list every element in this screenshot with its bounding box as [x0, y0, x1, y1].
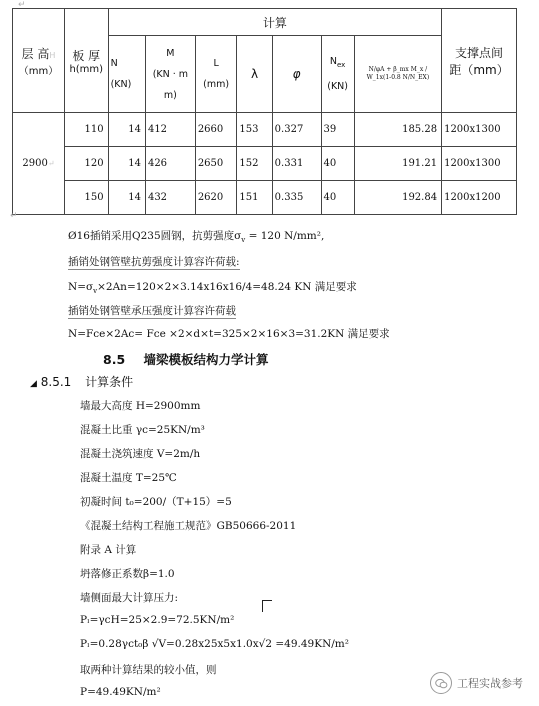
subsection-number: 8.5.1: [40, 375, 72, 389]
shear-calc-line: [68, 279, 357, 295]
header-N-unit: (KN): [110, 79, 132, 90]
section-heading: [103, 350, 269, 368]
line-appendix: 附录 A 计算: [80, 544, 137, 556]
header-slab-label: 板 厚: [72, 48, 101, 63]
cell-M: 432: [145, 181, 195, 215]
line-take-min: 取两种计算结果的较小值，则: [80, 664, 217, 676]
calc-table: [12, 8, 517, 215]
cell-support: 1200x1300: [442, 147, 517, 181]
header-Nex-label: N: [329, 56, 337, 68]
header-M-unit: (KN · m: [152, 68, 189, 80]
header-support-unit: 距（mm）: [449, 62, 509, 77]
bearing-title: 插销处钢管壁承压强度计算容许荷载: [68, 305, 236, 317]
header-L-label: L: [213, 58, 219, 69]
line-pressure-1: Pₗ=γcH=25×2.9=72.5KN/m²: [80, 614, 235, 626]
table-row: [13, 113, 517, 147]
watermark: [430, 672, 523, 694]
cell-Nex: 40: [321, 181, 354, 215]
para-mark: ↵: [18, 0, 26, 10]
line-temperature: 混凝土温度 T=25℃: [80, 472, 177, 484]
header-lambda: λ: [237, 36, 272, 113]
header-calc: 计算: [108, 9, 442, 36]
cell-lambda: 153: [237, 113, 272, 147]
header-N-label: N: [110, 58, 118, 69]
header-Nex: [321, 36, 354, 113]
cell-h: 150: [64, 181, 108, 215]
cell-result: 192.84: [354, 181, 441, 215]
cell-phi: 0.331: [272, 147, 321, 181]
header-slab-unit: h(mm): [69, 63, 104, 75]
header-Nex-unit: (KN): [327, 80, 348, 92]
subsection-title: 计算条件: [85, 375, 134, 389]
header-support-spacing: [442, 9, 517, 113]
watermark-text: 工程实战参考: [457, 677, 523, 690]
table-row: [13, 181, 517, 215]
floor-value-cell: 2900↵: [13, 113, 65, 215]
cell-lambda: 152: [237, 147, 272, 181]
line-pressure-2: Pₗ=0.28γct₀β √V=0.28x25x5x1.0x√2 =49.49KN/m²: [80, 638, 349, 650]
cell-support: 1200x1200: [442, 181, 517, 215]
header-floor-height: 层 高H （mm）: [13, 9, 65, 113]
header-floor-label: 层 高: [21, 46, 50, 61]
cell-L: 2650: [195, 147, 237, 181]
wechat-icon: [430, 672, 452, 694]
header-Nex-sub: ex: [337, 60, 346, 69]
floor-value: 2900: [22, 158, 48, 169]
cell-Nex: 39: [321, 113, 354, 147]
cell-M: 412: [145, 113, 195, 147]
pin-text: Ø16插销采用Q235圆钢，抗剪强度σ: [68, 230, 242, 242]
cell-N: 14: [108, 147, 145, 181]
section-number: 8.5: [103, 352, 126, 367]
line-max-pressure: 墙侧面最大计算压力:: [80, 592, 179, 604]
header-N: [108, 36, 145, 113]
cell-N: 14: [108, 181, 145, 215]
line-setting-time: 初凝时间 t₀=200/（T+15）=5: [80, 496, 232, 508]
shear-calc-sub: v: [93, 287, 98, 296]
line-pour-speed: 混凝土浇筑速度 V=2m/h: [80, 448, 201, 460]
cursor-corner-icon: [262, 600, 272, 612]
cell-L: 2620: [195, 181, 237, 215]
subsection-heading: [30, 373, 133, 390]
section-title: 墙梁模板结构力学计算: [143, 352, 269, 367]
collapse-triangle-icon[interactable]: ◢: [30, 379, 37, 389]
cell-Nex: 40: [321, 147, 354, 181]
cell-lambda: 151: [237, 181, 272, 215]
header-floor-unit: （mm）: [18, 65, 59, 77]
shear-title: 插销处钢管壁抗剪强度计算容许荷载:: [68, 256, 240, 268]
table-row: [13, 147, 517, 181]
cell-support: 1200x1300: [442, 113, 517, 147]
cell-M: 426: [145, 147, 195, 181]
header-M-label: M: [166, 47, 175, 59]
line-slump-factor: 坍落修正系数β=1.0: [80, 568, 175, 580]
line-standard: 《混凝土结构工程施工规范》GB50666-2011: [80, 520, 297, 532]
header-M: [145, 36, 195, 113]
line-max-height: 墙最大高度 H=2900mm: [80, 400, 201, 412]
pin-sub: v: [241, 236, 246, 245]
cell-phi: 0.335: [272, 181, 321, 215]
header-support-label: 支撑点间: [455, 45, 504, 60]
para-mark: ↵: [10, 211, 18, 221]
cell-h: 110: [64, 113, 108, 147]
cell-h: 120: [64, 147, 108, 181]
shear-calc: N=σ: [68, 281, 94, 293]
cell-result: 185.28: [354, 113, 441, 147]
pin-tail: = 120 N/mm²,: [245, 230, 325, 242]
header-formula: [354, 36, 441, 113]
pin-material-line: [68, 228, 324, 244]
header-L: [195, 36, 237, 113]
cell-phi: 0.327: [272, 113, 321, 147]
header-slab-thickness: [64, 9, 108, 113]
header-M-unit2: m): [163, 89, 177, 101]
cell-N: 14: [108, 113, 145, 147]
bearing-calc: N=Fce×2Ac= Fce ×2×d×t=325×2×16×3=31.2KN 满足要求: [68, 328, 390, 340]
header-L-unit: (mm): [203, 79, 230, 90]
cell-L: 2660: [195, 113, 237, 147]
formula-text: N/φA + β_mx M_x / W_1x(1-0.8 N/N_EX): [366, 66, 430, 81]
line-final-pressure: P=49.49KN/m²: [80, 686, 161, 698]
cell-result: 191.21: [354, 147, 441, 181]
line-density: 混凝土比重 γc=25KN/m³: [80, 424, 205, 436]
header-phi: φ: [272, 36, 321, 113]
shear-calc-tail: ×2An=120×2×3.14x16x16/4=48.24 KN 满足要求: [97, 281, 357, 293]
